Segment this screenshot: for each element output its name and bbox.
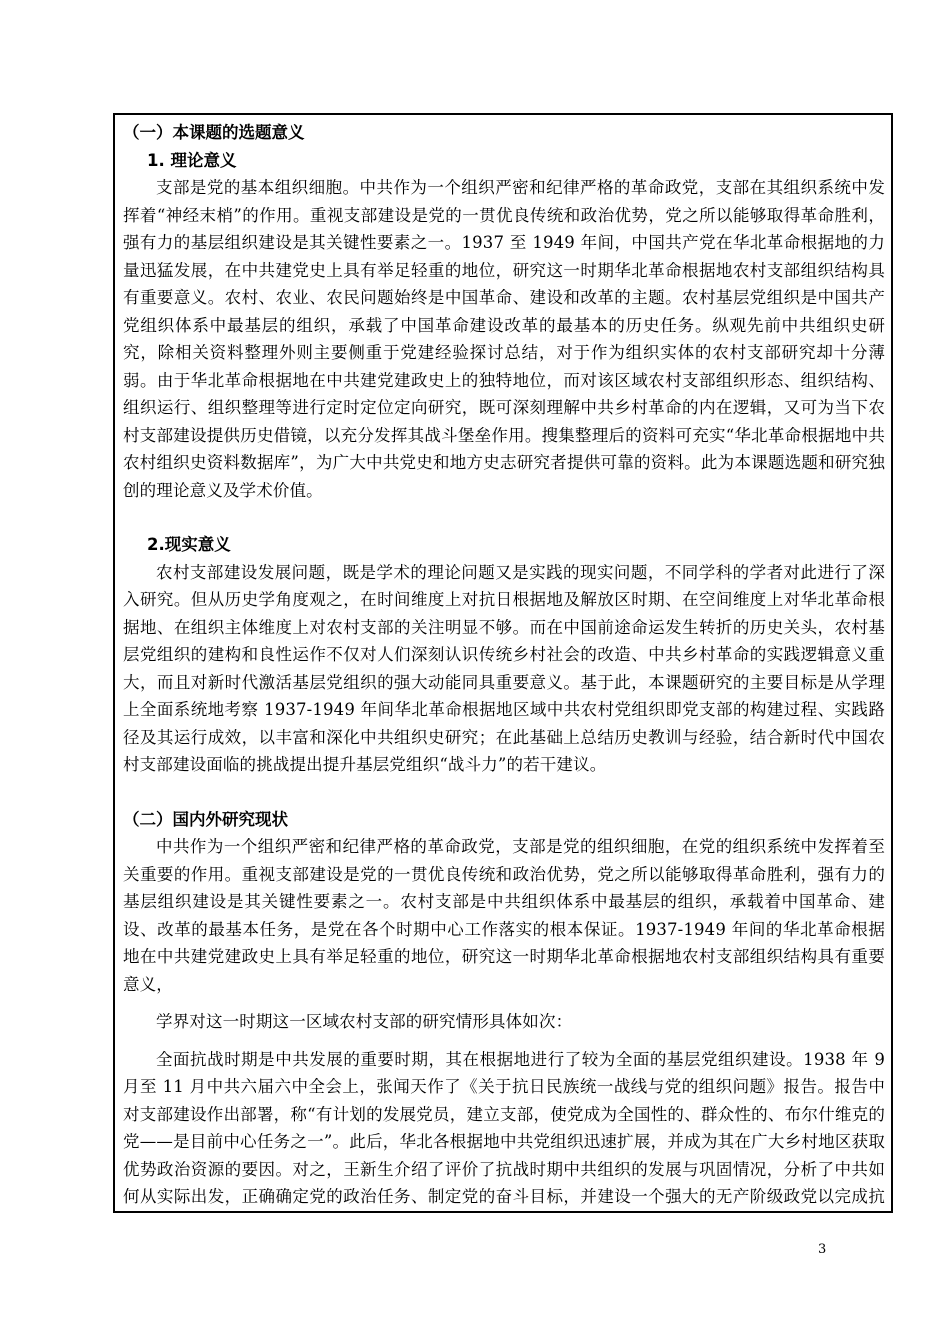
research-status-paragraph-3: 全面抗战时期是中共发展的重要时期，其在根据地进行了较为全面的基层党组织建设。1938 年 9 月至 11 月中共六届六中全会上，张闻天作了《关于抗日民族统一战线与党的组织问题》报告。报告中对支部建设作出部署，称“有计划的发展党员，建立支部，使党成为全国性的、群众性的、布尔什维克的党——是目前中心任务之一”。此后，华北各根据地中共党组织迅速扩展，并成为其在广大乡村地区获取优势政治资源的要因。对之，王新生介绍了评价了抗战时期中共组织的发展与巩固情况，分析了中共如何从实际出发，正确确定党的政治任务、制定党的奋斗目标，并建设一个强大的无产阶级政党以完成抗 [123,1049,885,1206]
document-content [115,115,891,1213]
spacer [123,504,885,531]
research-status-paragraph-1: 中共作为一个组织严密和纪律严格的革命政党，支部是党的组织细胞，在党的组织系统中发挥着至关重要的作用。重视支部建设是党的一贯优良传统和政治优势，党之所以能够取得革命胜利，强有力的基层组织建设是其关键性要素之一。农村支部是中共组织体系中最基层的组织，承载着中国革命、建设、改革的最基本任务，是党在各个时期中心工作落实的根本保证。1937-1949 年间的华北革命根据地在中共建党建政史上具有举足轻重的地位，研究这一时期华北革命根据地农村支部组织结构具有重要意义， [123,837,885,994]
practical-significance-heading: 2.现实意义 [147,535,231,554]
section2-heading: （二）国内外研究现状 [123,809,288,829]
section1-heading: （一）本课题的选题意义 [123,123,305,142]
spacer [123,779,885,806]
spacer [123,998,885,1008]
theory-significance-heading: 1. 理论意义 [147,150,237,170]
page-number: 3 [818,1242,827,1257]
practical-significance-paragraph: 农村支部建设发展问题，既是学术的理论问题又是实践的现实问题，不同学科的学者对此进行了深入研究。但从历史学角度观之，在时间维度上对抗日根据地及解放区时期、在空间维度上对华北革命根据地、在组织主体维度上对农村支部的关注明显不够。而在中国前途命运发生转折的历史关头，农村基层党组织的建构和良性运作不仅对人们深刻认识传统乡村社会的改造、中共乡村革命的实践逻辑意义重大，而且对新时代激活基层党组织的强大动能同具重要意义。基于此，本课题研究的主要目标是从学理上全面系统地考察 1937-1949 年间华北革命根据地区域中共农村党组织即党支部的构建过程、实践路径及其运行成效，以丰富和深化中共组织史研究；在此基础上总结历史教训与经验，结合新时代中国农村支部建设面临的挑战提出提升基层党组织“战斗力”的若干建议。 [123,562,885,774]
research-status-paragraph-2: 学界对这一时期这一区域农村支部的研究情形具体如次： [156,1012,573,1031]
document-frame [113,113,893,1213]
spacer [123,1036,885,1046]
theory-significance-paragraph: 支部是党的基本组织细胞。中共作为一个组织严密和纪律严格的革命政党，支部在其组织系统中发挥着“神经末梢”的作用。重视支部建设是党的一贯优良传统和政治优势，党之所以能够取得革命胜利，强有力的基层组织建设是其关键性要素之一。1937 至 1949 年间，中国共产党在华北革命根据地的力量迅猛发展，在中共建党史上具有举足轻重的地位，研究这一时期华北革命根据地农村支部组织结构具有重要意义。农村、农业、农民问题始终是中国革命、建设和改革的主题。农村基层党组织是中国共产党组织体系中最基层的组织，承载了中国革命建设改革的最基本的历史任务。纵观先前中共组织史研究，除相关资料整理外则主要侧重于党建经验探讨总结，对于作为组织实体的农村支部研究却十分薄弱。由于华北革命根据地在中共建党建政史上的独特地位，而对该区域农村支部组织形态、组织结构、组织运行、组织整理等进行定时定位定向研究，既可深刻理解中共乡村革命的内在逻辑，又可为当下农村支部建设提供历史借镜，以充分发挥其战斗堡垒作用。搜集整理后的资料可充实“华北革命根据地中共农村组织史资料数据库”，为广大中共党史和地方史志研究者提供可靠的资料。此为本课题选题和研究独创的理论意义及学术价值。 [123,178,885,500]
